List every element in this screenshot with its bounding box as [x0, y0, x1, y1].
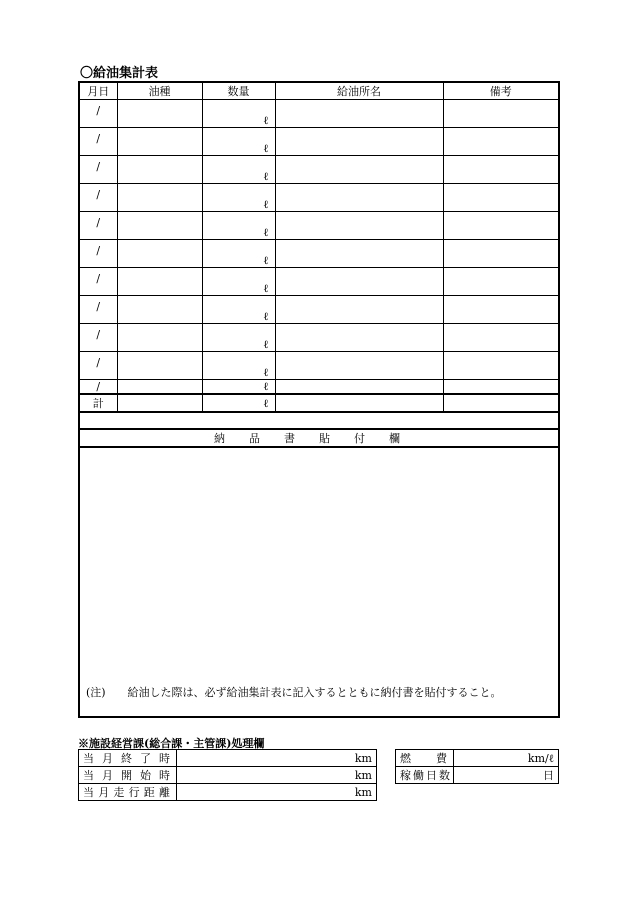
date-cell[interactable]: / [79, 128, 117, 156]
mileage-value[interactable]: km [177, 750, 377, 767]
fuel-type-cell[interactable] [117, 128, 202, 156]
efficiency-row [396, 750, 559, 767]
total-remarks-cell[interactable] [443, 394, 559, 412]
table-row [79, 184, 559, 212]
mileage-row [79, 784, 377, 801]
date-cell[interactable]: / [79, 352, 117, 380]
station-name-cell[interactable] [275, 380, 443, 395]
efficiency-table [395, 749, 559, 784]
total-label: 計 [79, 394, 117, 412]
fuel-type-cell[interactable] [117, 212, 202, 240]
mileage-row [79, 767, 377, 784]
footnote [86, 684, 502, 700]
table-row [79, 324, 559, 352]
quantity-cell[interactable]: ℓ [202, 128, 275, 156]
fuel-type-cell[interactable] [117, 156, 202, 184]
total-quantity-cell[interactable]: ℓ [202, 394, 275, 412]
table-row [79, 296, 559, 324]
receipt-attachment-area [79, 447, 559, 717]
fuel-type-cell[interactable] [117, 240, 202, 268]
fuel-type-cell[interactable] [117, 352, 202, 380]
header-quantity: 数量 [202, 82, 275, 100]
station-name-cell[interactable] [275, 184, 443, 212]
date-cell[interactable]: / [79, 100, 117, 128]
table-row [79, 352, 559, 380]
fuel-type-cell[interactable] [117, 324, 202, 352]
fuel-type-cell[interactable] [117, 184, 202, 212]
efficiency-value[interactable]: 日 [454, 767, 559, 784]
remarks-cell[interactable] [443, 380, 559, 395]
total-fuel-type-cell[interactable] [117, 394, 202, 412]
date-cell[interactable]: / [79, 212, 117, 240]
efficiency-row [396, 767, 559, 784]
quantity-cell[interactable]: ℓ [202, 100, 275, 128]
date-cell[interactable]: / [79, 324, 117, 352]
table-row [79, 212, 559, 240]
mileage-row [79, 750, 377, 767]
quantity-cell[interactable]: ℓ [202, 156, 275, 184]
quantity-cell[interactable]: ℓ [202, 380, 275, 395]
remarks-cell[interactable] [443, 268, 559, 296]
mileage-table [78, 749, 377, 801]
fuel-type-cell[interactable] [117, 268, 202, 296]
mileage-label: 当月開始時 [79, 767, 177, 784]
station-name-cell[interactable] [275, 128, 443, 156]
station-name-cell[interactable] [275, 240, 443, 268]
processing-section-title: ※施設経営課(総合課・主管課)処理欄 [78, 737, 265, 750]
remarks-cell[interactable] [443, 240, 559, 268]
quantity-cell[interactable]: ℓ [202, 268, 275, 296]
table-row [79, 100, 559, 128]
mileage-value[interactable]: km [177, 767, 377, 784]
table-row [79, 268, 559, 296]
station-name-cell[interactable] [275, 156, 443, 184]
mileage-label: 当月走行距離 [79, 784, 177, 801]
total-row [79, 394, 559, 412]
mileage-label: 当月終了時 [79, 750, 177, 767]
table-header-row [79, 82, 559, 100]
total-station-cell[interactable] [275, 394, 443, 412]
quantity-cell[interactable]: ℓ [202, 352, 275, 380]
date-cell[interactable]: / [79, 296, 117, 324]
table-row [79, 240, 559, 268]
station-name-cell[interactable] [275, 268, 443, 296]
mileage-value[interactable]: km [177, 784, 377, 801]
header-station-name: 給油所名 [275, 82, 443, 100]
quantity-cell[interactable]: ℓ [202, 324, 275, 352]
receipt-section-header [79, 429, 559, 447]
quantity-cell[interactable]: ℓ [202, 240, 275, 268]
station-name-cell[interactable] [275, 212, 443, 240]
header-remarks: 備考 [443, 82, 559, 100]
station-name-cell[interactable] [275, 100, 443, 128]
spacer-row [79, 412, 559, 429]
remarks-cell[interactable] [443, 212, 559, 240]
efficiency-label: 燃費 [396, 750, 454, 767]
remarks-cell[interactable] [443, 324, 559, 352]
remarks-cell[interactable] [443, 100, 559, 128]
station-name-cell[interactable] [275, 352, 443, 380]
date-cell[interactable]: / [79, 240, 117, 268]
fuel-type-cell[interactable] [117, 100, 202, 128]
fuel-summary-table [78, 81, 560, 718]
receipt-section-label: 納品書貼付欄 [79, 429, 559, 447]
efficiency-value[interactable]: km/ℓ [454, 750, 559, 767]
station-name-cell[interactable] [275, 296, 443, 324]
receipt-attachment-cell[interactable] [79, 447, 559, 717]
header-date: 月日 [79, 82, 117, 100]
remarks-cell[interactable] [443, 352, 559, 380]
station-name-cell[interactable] [275, 324, 443, 352]
quantity-cell[interactable]: ℓ [202, 296, 275, 324]
date-cell[interactable]: / [79, 268, 117, 296]
remarks-cell[interactable] [443, 128, 559, 156]
page-title: 〇給油集計表 [80, 66, 159, 81]
efficiency-label: 稼働日数 [396, 767, 454, 784]
date-cell[interactable]: / [79, 184, 117, 212]
date-cell[interactable]: / [79, 380, 117, 395]
footnote-text: 給油した際は、必ず給油集計表に記入するとともに納付書を貼付すること。 [127, 686, 502, 699]
quantity-cell[interactable]: ℓ [202, 212, 275, 240]
remarks-cell[interactable] [443, 184, 559, 212]
fuel-type-cell[interactable] [117, 380, 202, 395]
fuel-type-cell[interactable] [117, 296, 202, 324]
remarks-cell[interactable] [443, 156, 559, 184]
table-row [79, 156, 559, 184]
header-fuel-type: 油種 [117, 82, 202, 100]
date-cell[interactable]: / [79, 156, 117, 184]
spacer-cell [79, 412, 559, 429]
table-row [79, 380, 559, 395]
quantity-cell[interactable]: ℓ [202, 184, 275, 212]
remarks-cell[interactable] [443, 296, 559, 324]
footnote-label: (注) [86, 686, 106, 699]
table-row [79, 128, 559, 156]
